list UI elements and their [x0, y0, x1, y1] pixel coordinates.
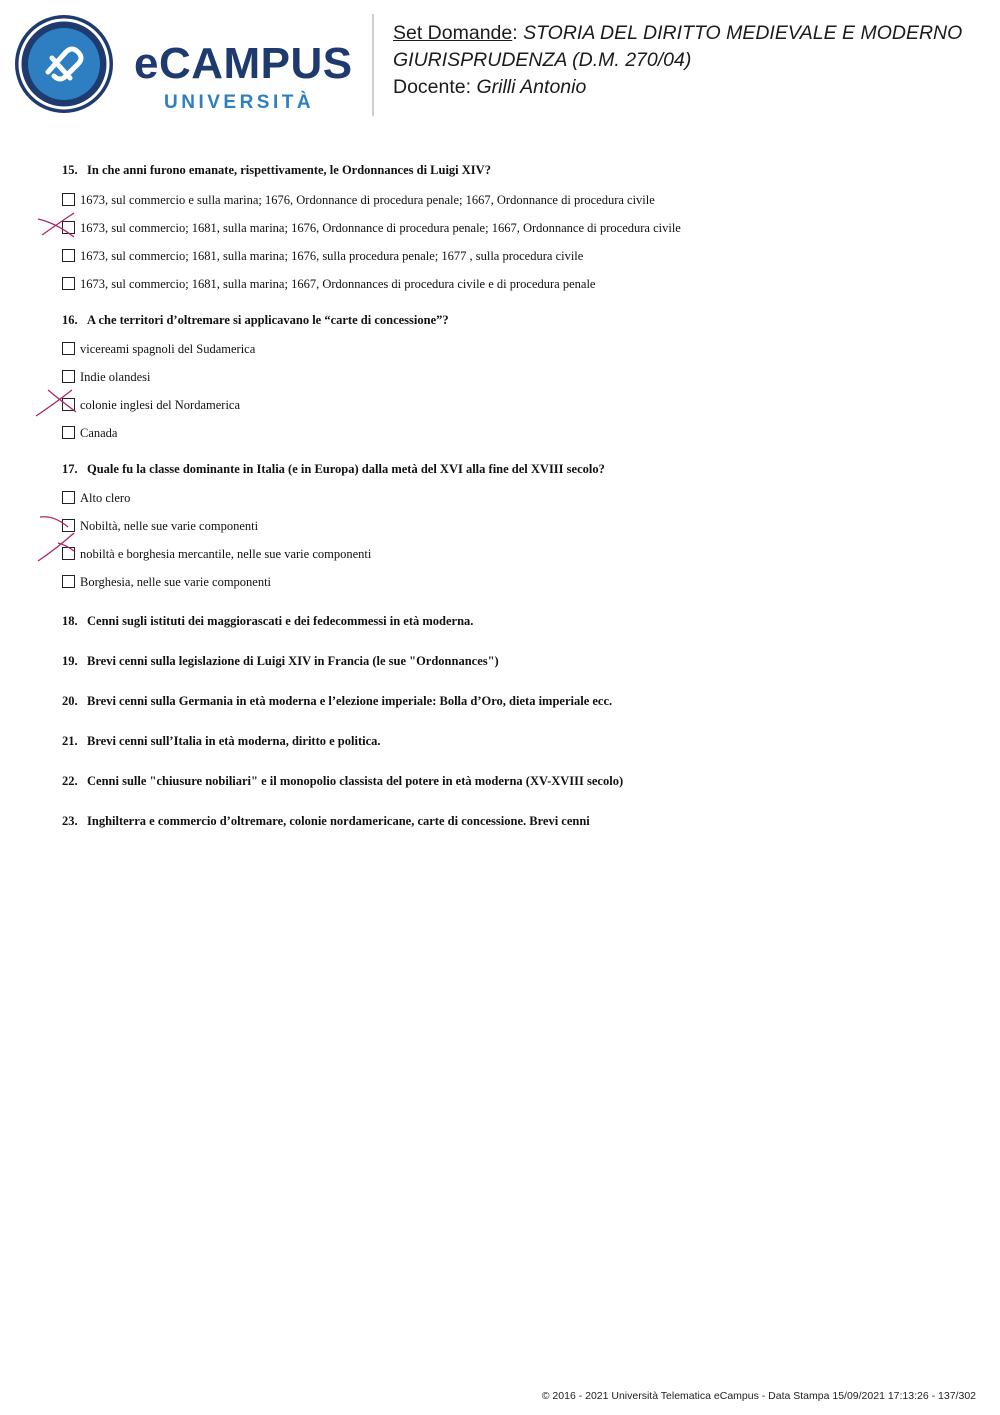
- teacher-label: Docente: [393, 76, 466, 98]
- answer-option: [62, 515, 962, 543]
- checkbox[interactable]: [62, 370, 75, 383]
- open-question-20: 20. Brevi cenni sulla Germania in età moderna e l’elezione imperiale: Bolla d’Oro, dieta imperiale ecc.: [62, 694, 613, 708]
- question-text: 17. Quale fu la classe dominante in Italia (e in Europa) dalla metà del XVI alla fine del XVIII secolo?: [62, 462, 605, 476]
- checkbox[interactable]: [62, 342, 75, 355]
- option-text: Alto clero: [80, 491, 131, 505]
- option-text: Borghesia, nelle sue varie componenti: [80, 575, 272, 589]
- option-text: 1673, sul commercio; 1681, sulla marina; 1676, Ordonnance di procedura penale; 1667, Ordonnance di procedura civile: [80, 221, 681, 235]
- answer-option: [62, 571, 962, 599]
- checkbox[interactable]: [62, 426, 75, 439]
- open-question-23: 23. Inghilterra e commercio d’oltremare, colonie nordamericane, carte di concessione. Brevi cenni: [62, 814, 590, 828]
- question-16: [62, 312, 962, 450]
- answer-option: [62, 217, 962, 245]
- checkbox[interactable]: [62, 221, 75, 234]
- header-title: Set Domande: STORIA DEL DIRITTO MEDIEVALE E MODERNO GIURISPRUDENZA (D.M. 270/04) Docente: Grilli Antonio: [393, 22, 963, 98]
- answer-option: [62, 394, 962, 422]
- checkbox[interactable]: [62, 491, 75, 504]
- answer-option: [62, 338, 962, 366]
- logo-subtitle: UNIVERSITÀ: [164, 92, 315, 113]
- logo-emblem-inner: [28, 28, 100, 100]
- checkbox[interactable]: [62, 193, 75, 206]
- answer-option: [62, 487, 962, 515]
- checkbox[interactable]: [62, 519, 75, 532]
- checkbox[interactable]: [62, 547, 75, 560]
- checkbox[interactable]: [62, 249, 75, 262]
- answer-option: [62, 273, 962, 301]
- checkbox[interactable]: [62, 575, 75, 588]
- question-text: 15. In che anni furono emanate, rispettivamente, le Ordonnances di Luigi XIV?: [62, 163, 491, 177]
- header-divider: [372, 14, 374, 116]
- question-15: [62, 162, 962, 301]
- option-text: 1673, sul commercio; 1681, sulla marina; 1676, sulla procedura penale; 1677 , sulla procedura civile: [80, 249, 584, 263]
- page-footer: © 2016 - 2021 Università Telematica eCampus - Data Stampa 15/09/2021 17:13:26 - 137/302: [541, 1390, 976, 1402]
- program-name: GIURISPRUDENZA (D.M. 270/04): [393, 49, 692, 71]
- set-label: Set Domande: [393, 22, 513, 44]
- answer-option: [62, 422, 962, 450]
- answer-option: [62, 245, 962, 273]
- answer-option: [62, 189, 962, 217]
- checkbox[interactable]: [62, 398, 75, 411]
- option-text: 1673, sul commercio e sulla marina; 1676, Ordonnance di procedura penale; 1667, Ordonnance di procedura civile: [80, 193, 655, 207]
- logo-wordmark: eCAMPUS: [134, 39, 353, 88]
- question-list: [62, 162, 962, 829]
- option-text: colonie inglesi del Nordamerica: [80, 398, 241, 412]
- ecampus-logo: [14, 14, 360, 118]
- option-text: Canada: [80, 426, 118, 440]
- question-17: [62, 461, 962, 599]
- option-text: vicereami spagnoli del Sudamerica: [80, 342, 256, 356]
- option-text: Nobiltà, nelle sue varie componenti: [80, 519, 259, 533]
- course-name: STORIA DEL DIRITTO MEDIEVALE E MODERNO: [523, 22, 963, 44]
- open-question-21: 21. Brevi cenni sull’Italia in età moderna, diritto e politica.: [62, 734, 381, 748]
- checkbox[interactable]: [62, 277, 75, 290]
- open-question-22: 22. Cenni sulle "chiusure nobiliari" e il monopolio classista del potere in età moderna (XV-XVIII secolo): [62, 774, 624, 788]
- page-header: [0, 0, 1000, 130]
- teacher-name: Grilli Antonio: [476, 76, 587, 98]
- answer-option: [62, 366, 962, 394]
- option-text: nobiltà e borghesia mercantile, nelle sue varie componenti: [80, 547, 372, 561]
- option-text: Indie olandesi: [80, 370, 151, 384]
- open-question-19: 19. Brevi cenni sulla legislazione di Luigi XIV in Francia (le sue "Ordonnances"): [62, 654, 499, 668]
- question-text: 16. A che territori d’oltremare si applicavano le “carte di concessione”?: [62, 313, 449, 327]
- answer-option: [62, 543, 962, 571]
- option-text: 1673, sul commercio; 1681, sulla marina; 1667, Ordonnances di procedura civile e di procedura penale: [80, 277, 596, 291]
- open-question-18: 18. Cenni sugli istituti dei maggiorascati e dei fedecommessi in età moderna.: [62, 614, 474, 628]
